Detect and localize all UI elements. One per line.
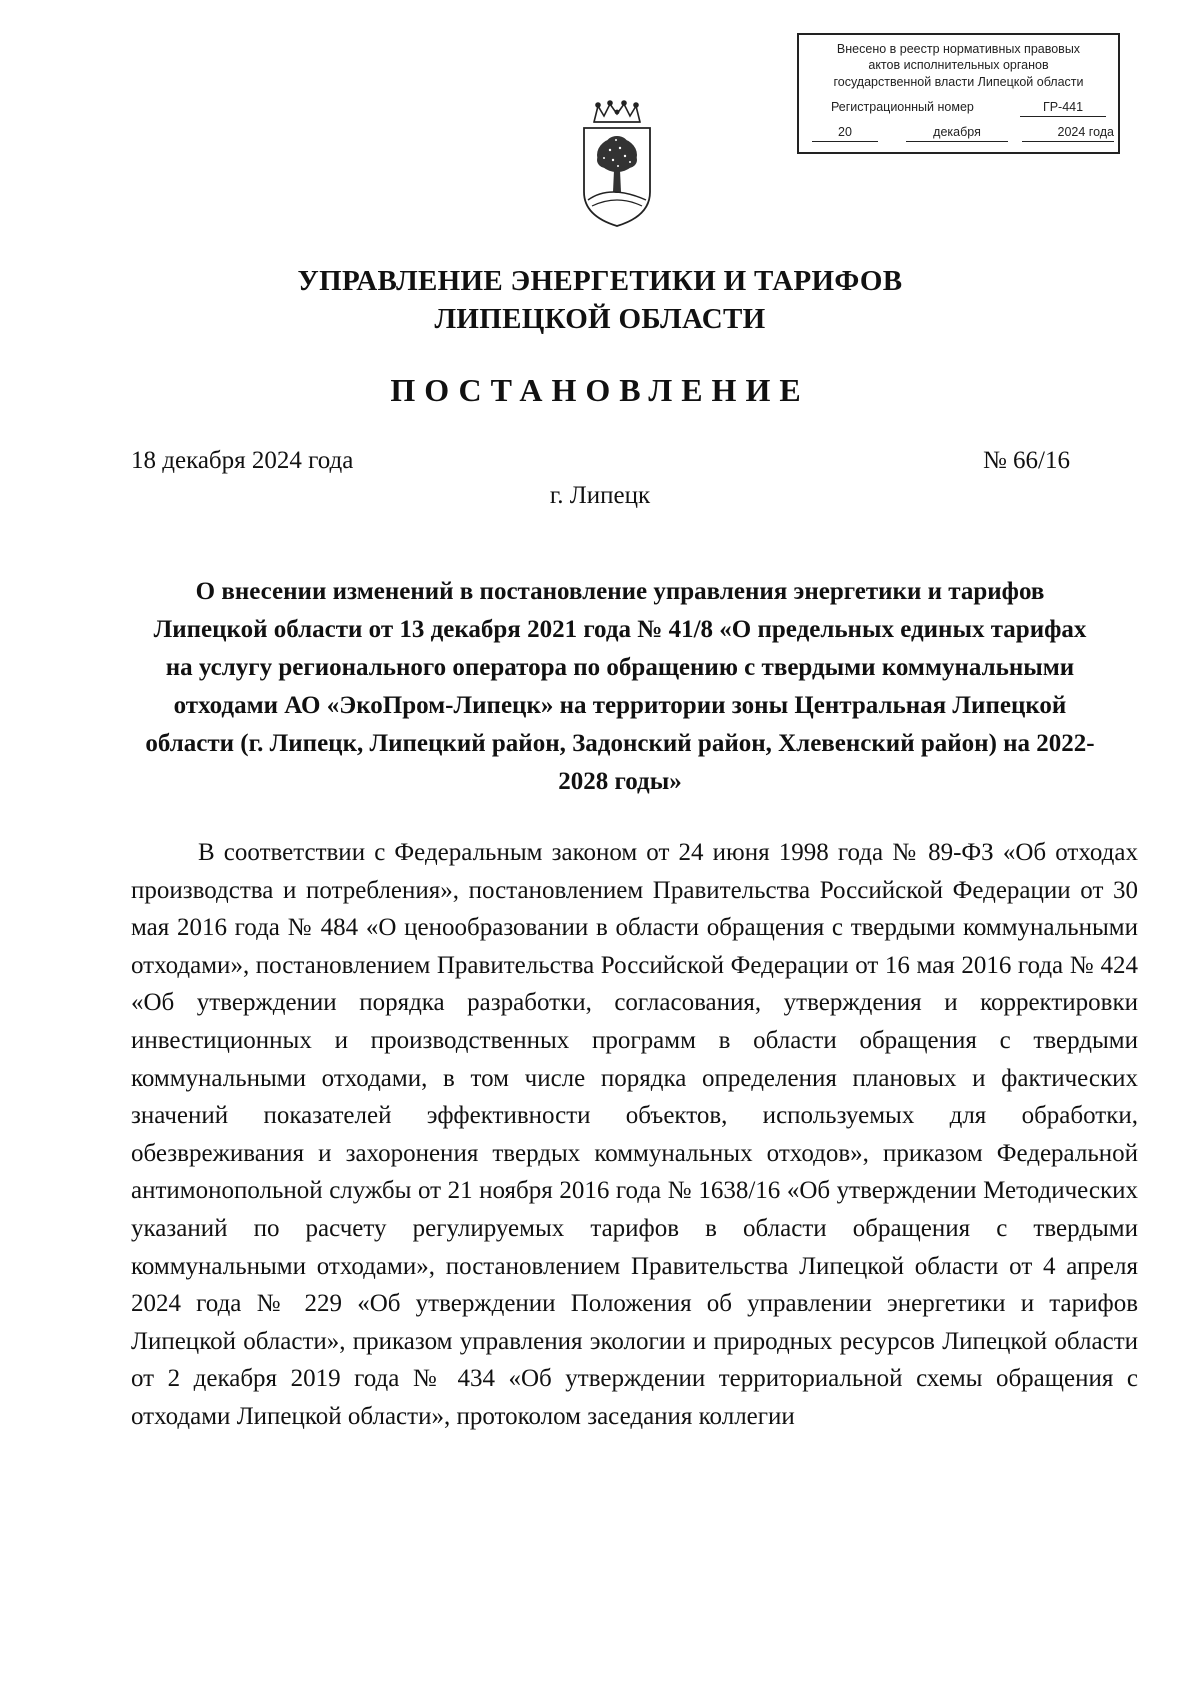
document-type-title: ПОСТАНОВЛЕНИЕ [390,372,810,408]
stamp-line-1: Внесено в реестр нормативных правовых [836,42,1081,56]
stamp-registration-label: Регистрационный номер [831,100,974,114]
stamp-year: 2024 года [1022,124,1114,142]
registry-stamp [797,33,1120,154]
stamp-line-2: актов исполнительных органов [868,58,1049,72]
stamp-day: 20 [812,124,878,142]
document-city: г. Липецк [549,482,651,509]
document-number: № 66/16 [982,447,1070,474]
coat-of-arms-icon [580,100,654,230]
stamp-line-3: государственной власти Липецкой области [833,75,1084,89]
document-date: 18 декабря 2024 года [131,447,354,474]
stamp-registration-number: ГР-441 [1020,99,1106,117]
stamp-month: декабря [906,124,1008,142]
stamp-date-row [812,124,1112,144]
organization-name-line-2: ЛИПЕЦКОЙ ОБЛАСТИ [434,303,766,335]
body-paragraph: В соответствии с Федеральным законом от 24 июня 1998 года № 89-ФЗ «Об отходах производства и потребления», постановлением Правительства Российской Федерации от 30 мая 2016 года № 484 «О ценообразовании в области обращения с твердыми коммунальными отходами», постановлением Правительства Российской Федерации от 16 мая 2016 года № 424 «Об утверждении порядка разработки, согласования, утверждения и корректировки инвестиционных и производственных программ в области обращения с твердыми коммунальными отходами, в том числе порядка определения плановых и фактических значений показателей эффективности объектов, используемых для обработки, обезвреживания и захоронения твердых коммунальных отходов», приказом Федеральной антимонопольной службы от 21 ноября 2016 года № 1638/16 «Об утверждении Методических указаний по расчету регулируемых тарифов в области обращения с твердыми коммунальными отходами», постановлением Правительства Липецкой области от 4 апреля 2024 года № 229 «Об утверждении Положения об управлении энергетики и тарифов Липецкой области», приказом управления экологии и природных ресурсов Липецкой области от 2 декабря 2019 года № 434 «Об утверждении территориальной схемы обращения с отходами Липецкой области», протоколом заседания коллегии [131,839,1138,1430]
organization-name-line-1: УПРАВЛЕНИЕ ЭНЕРГЕТИКИ И ТАРИФОВ [297,265,903,297]
document-subject-heading: О внесении изменений в постановление управления энергетики и тарифов Липецкой области от 13 декабря 2021 года № 41/8 «О предельных единых тарифах на услугу регионального оператора по обращению с твердыми коммунальными отходами АО «ЭкоПром-Липецк» на территории зоны Центральная Липецкой области (г. Липецк, Липецкий район, Задонский район, Хлевенский район) на 2022-2028 годы» [145,578,1095,795]
